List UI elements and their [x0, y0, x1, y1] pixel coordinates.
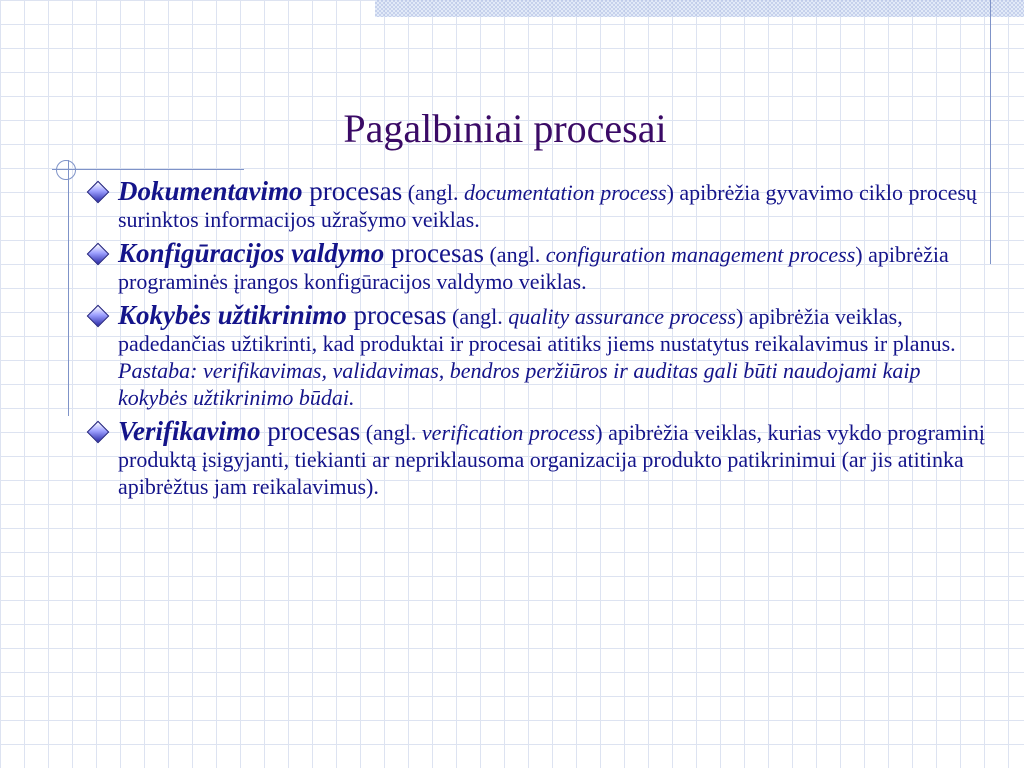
list-item [84, 418, 994, 500]
item-angl: (angl. [360, 420, 422, 445]
item-term: Kokybės užtikrinimo [118, 300, 347, 330]
item-english: documentation process [463, 180, 667, 205]
list-item [84, 240, 994, 295]
item-word: procesas [384, 238, 484, 268]
item-term: Dokumentavimo [118, 176, 303, 206]
item-english: verification process [421, 420, 596, 445]
diamond-bullet-icon [87, 181, 110, 204]
item-text [118, 302, 994, 411]
item-text [118, 240, 994, 295]
top-pattern-band [375, 0, 1024, 17]
item-word: procesas [302, 176, 403, 206]
item-close: ) [855, 242, 863, 267]
diamond-bullet-icon [87, 243, 110, 266]
item-angl: (angl. [483, 242, 546, 267]
item-english: configuration management process [545, 242, 856, 267]
item-note: Pastaba: verifikavimas, validavimas, bendros peržiūros ir auditas gali būti naudojami kaip kokybės užtikrinimo būdai. [118, 358, 921, 410]
item-rest: apibrėžia gyvavimo ciklo procesų surinktos informacijos užrašymo veiklas. [118, 180, 977, 232]
slide-title: Pagalbiniai procesai [343, 106, 667, 151]
item-text [118, 178, 994, 233]
item-english: quality assurance process [508, 304, 736, 329]
decorative-horizontal-line [52, 169, 244, 170]
item-close: ) [735, 304, 744, 329]
item-word: procesas [346, 300, 447, 330]
item-rest: apibrėžia veiklas, padedančias užtikrinti, kad produktai ir procesai atitiks jiems nustatytus reikalavimus ir planus. [118, 304, 956, 356]
item-close: ) [666, 180, 674, 205]
item-rest: apibrėžia programinės įrangos konfigūracijos valdymo veiklas. [118, 242, 949, 294]
item-angl: (angl. [402, 180, 464, 205]
item-term: Konfigūracijos valdymo [118, 238, 385, 268]
item-term: Verifikavimo [118, 416, 261, 446]
item-rest: apibrėžia veiklas, kurias vykdo programinį produktą įsigyjanti, tiekianti ar nepriklausoma organizacija produkto patikrinimui (ar jis atitinka apibrėžtus jam reikalavimus). [118, 420, 986, 499]
bullet-list [84, 178, 994, 507]
decorative-vertical-line-left [68, 160, 69, 416]
diamond-bullet-icon [87, 421, 110, 444]
item-text [118, 418, 994, 500]
list-item [84, 302, 994, 411]
item-word: procesas [260, 416, 361, 446]
diamond-bullet-icon [87, 305, 110, 328]
item-close: ) [595, 420, 603, 445]
decorative-circle [56, 160, 76, 180]
item-angl: (angl. [446, 304, 509, 329]
list-item [84, 178, 994, 233]
